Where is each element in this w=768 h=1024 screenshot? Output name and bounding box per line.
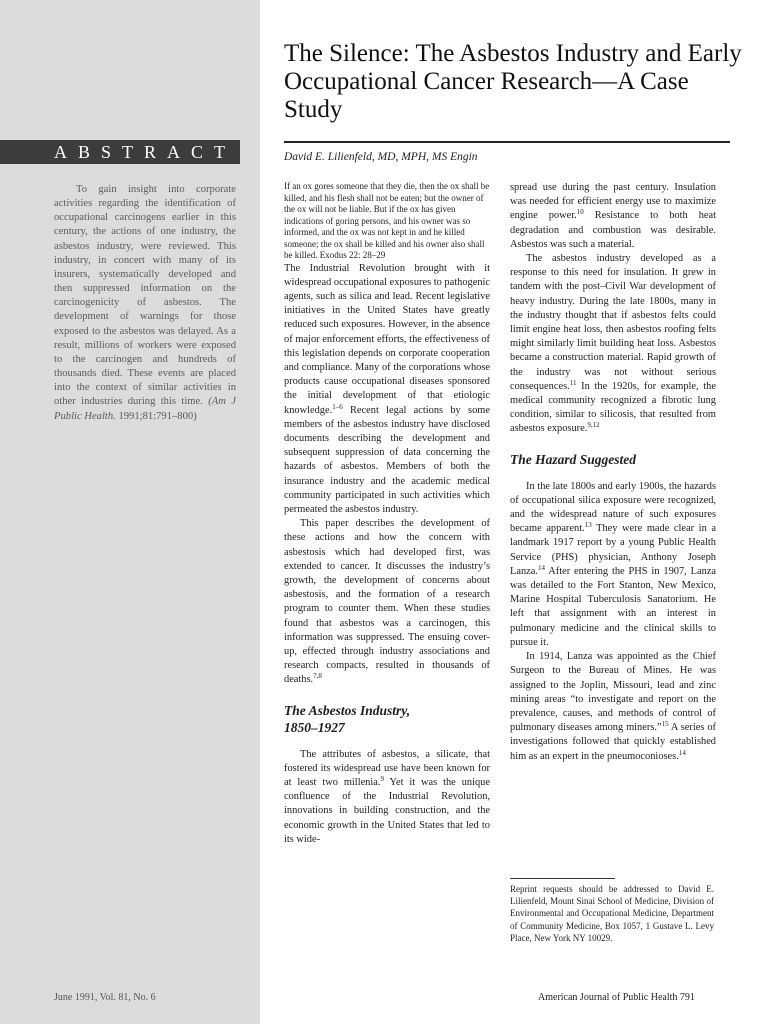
right-paragraph-2: The asbestos industry developed as a response to this need for insulation. It grew in tandem with the post–Civil War development of heavy industry. During the late 1800s, many in the industry thought that if asbestos felts could limit engine heat loss, then asbestos roofing felts might similarly limit building heat loss. Asbestos became a construction material. Rapid growth of the industry was not without serious consequences.$^{11}$ In the 1920s, for example, the medical community recognized a fibrotic lung condition, similar to silicosis, that resulted from asbestos exposure.$^{9,12}$	[510, 253, 716, 435]
abstract-text: To gain insight into corporate activities regarding the identification of occupational carcinogens earlier in this century, the actions of one industry, the asbestos industry, were reviewed. This industry, in concert with many of its insurers, systematically developed and then suppressed information on the carcinogenicity of asbestos. The development of warnings for those exposed to the asbestos was delayed. As a result, millions of workers were exposed to the carcinogen and hundreds of thousands died. These events are placed into the context of similar activities in other industries during this time.	[54, 184, 236, 408]
left-paragraph-1: The Industrial Revolution brought with it widespread occupational exposures to pathogenic agents, such as silica and lead. Recent legislative initiatives in the United States have greatly reduced such exposures. However, in the absence of major enforcement efforts, the effectiveness of this legislation depends on corporate cooperation and compliance. Many of the corporations whose products cause occupational diseases sponsored the initial development of that etiologic knowledge.$^{1-6}$ Recent legal actions by some members of the asbestos industry have disclosed documents describing the development and subsequent suppression of data concerning the hazards of asbestos. Members of both the insurance industry and the academic medical community participated in such activities which permeated the asbestos industry.	[284, 262, 491, 515]
section-heading-asbestos-industry: The Asbestos Industry, 1850–1927	[284, 702, 411, 735]
left-column	[284, 181, 490, 847]
reprint-rule	[510, 878, 615, 879]
abstract-body	[54, 183, 236, 424]
reprint-note: Reprint requests should be addressed to David E. Lilienfeld, Mount Sinai School of Medicine, Division of Environmental and Occupational Medicine, Department of Community Medicine, Box 1057, 1 Gustave L. Levy Place, New York NY 10029.	[510, 884, 714, 943]
abstract-citation-ref: 1991;81:791–800)	[115, 410, 197, 422]
epigraph: If an ox gores someone that they die, then the ox shall be killed, and his flesh shall not be eaten; but the owner of the ox will not be liable. But if the ox has given indications of goring persons, and his owner was so informed, and the ox was not kept in and he killed someone; the ox shall be killed and his owner also shall be killed. Exodus 22: 28–29	[284, 181, 490, 260]
left-paragraph-3: The attributes of asbestos, a silicate, that fostered its widespread use have been known for at least two millenia.$^9$ Yet it was the unique confluence of the Industrial Revolution, innovations in building construction, and the economic growth in the United States that led to its wide-	[284, 748, 490, 845]
right-paragraph-1: spread use during the past century. Insulation was needed for efficient energy use to maximize engine power.$^{10}$ Resistance to both heat degradation and combustion was desirable. Asbestos was such a material.	[510, 182, 717, 250]
abstract-sidebar	[0, 0, 260, 1024]
issue-footer: June 1991, Vol. 81, No. 6	[54, 992, 156, 1003]
right-paragraph-4: In 1914, Lanza was appointed as the Chief Surgeon to the Bureau of Mines. He was assigned to the Joplin, Missouri, lead and zinc mining areas “to investigate and report on the prevalence, causes, and methods of control of pulmonary diseases among miners.”$^{15}$ A series of investigations followed that quickly established him as an expert in the pneumoconioses.$^{14}$	[510, 651, 716, 762]
article-title: The Silence: The Asbestos Industry and Early Occupational Cancer Research—A Case Study	[284, 40, 742, 123]
abstract-heading: ABSTRACT	[0, 140, 240, 164]
title-rule	[284, 141, 730, 143]
right-column	[510, 181, 716, 764]
journal-footer: American Journal of Public Health 791	[538, 992, 695, 1003]
abstract-citation-journal: (Am J Public Health.	[54, 396, 237, 422]
author-byline: David E. Lilienfeld, MD, MPH, MS Engin	[284, 151, 478, 163]
right-paragraph-3: In the late 1800s and early 1900s, the hazards of occupational silica exposure were recognized, and the widespread nature of such exposures became apparent.$^{13}$ They were made clear in a landmark 1917 report by a young Public Health Service (PHS) physician, Anthony Joseph Lanza.$^{14}$ After entering the PHS in 1907, Lanza was detailed to the Fort Stanton, New Mexico, Marine Hospital Tuberculosis Sanatorium. He left that assignment with an interest in pulmonary medicine and the clinical skills to pursue it.	[510, 480, 716, 648]
left-paragraph-2: This paper describes the development of these actions and how the concern with asbestosis which had developed first, was extended to cancer. It discusses the industry’s growth, the development of concerns about asbestosis, and the formation of a research program to counter them. When these studies found that asbestos was a carcinogen, this information was suppressed. The ensuing cover-up, effected through industry associations and research compacts, resulted in thousands of deaths.$^{7,8}$	[284, 518, 490, 686]
section-heading-hazard-suggested: The Hazard Suggested	[510, 451, 637, 467]
